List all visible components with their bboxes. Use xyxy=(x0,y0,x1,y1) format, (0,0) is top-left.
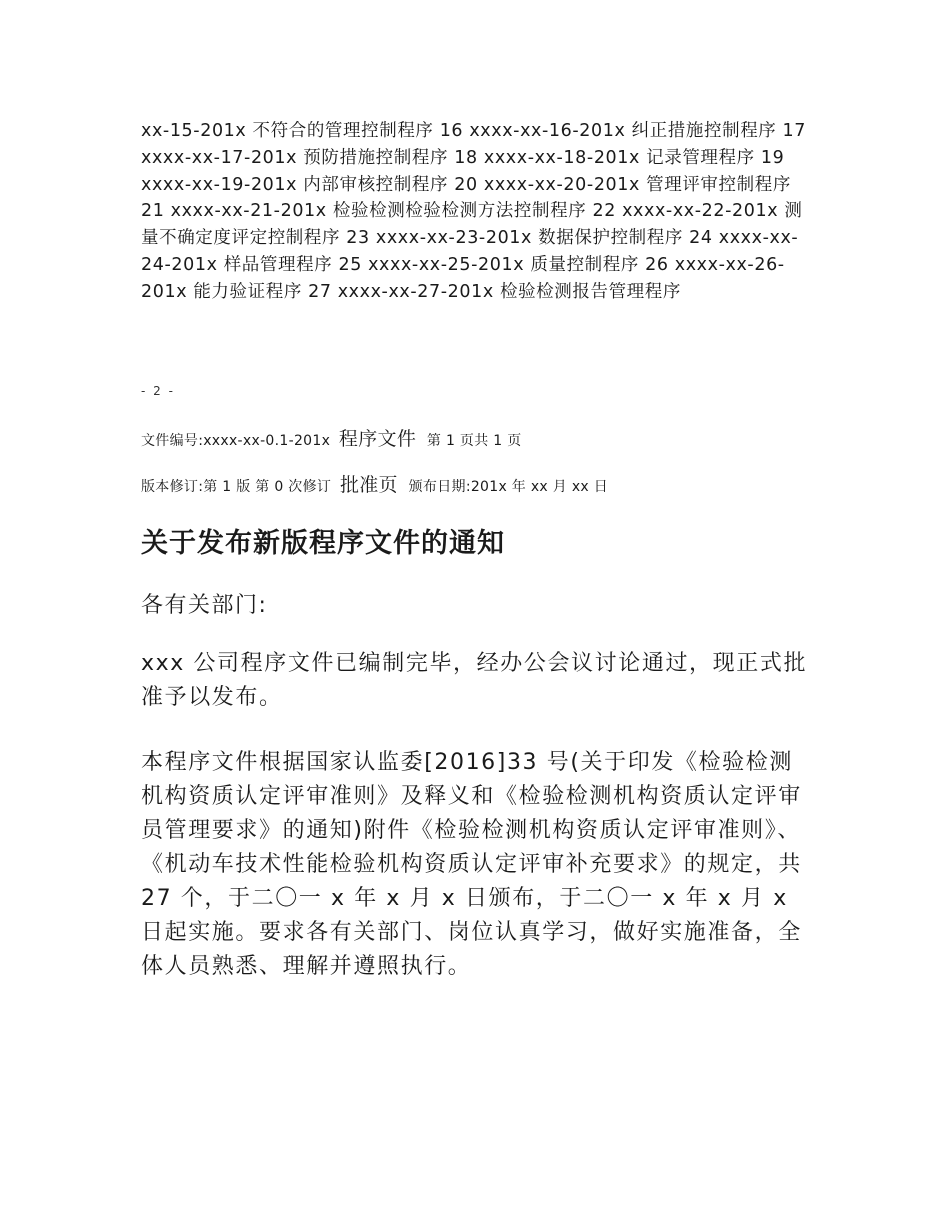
revision-info: 版本修订:第 1 版 第 0 次修订 xyxy=(141,479,332,495)
file-number: 文件编号:xxxx-xx-0.1-201x xyxy=(141,433,331,449)
doc-header-line-1 xyxy=(141,424,522,451)
doc-header-line-2 xyxy=(141,470,608,497)
salutation: 各有关部门: xyxy=(141,593,268,618)
issue-date: 颁布日期:201x 年 xx 月 xx 日 xyxy=(408,479,609,495)
procedure-listing: xx-15-201x 不符合的管理控制程序 16 xxxx-xx-16-201x 纠正措施控制程序 17 xxxx-xx-17-201x 预防措施控制程序 18 xxxx-xx-18-201x 记录管理程序 19 xxxx-xx-19-201x 内部审核控制程序 20 xxxx-xx-20-201x 管理评审控制程序 21 xxxx-xx-21-201x 检验检测检验检测方法控制程序 22 xxxx-xx-22-201x 测量不确定度评定控制程序 23 xxxx-xx-23-201x 数据保护控制程序 24 xxxx-xx-24-201x 样品管理程序 25 xxxx-xx-25-201x 质量控制程序 26 xxxx-xx-26-201x 能力验证程序 27 xxxx-xx-27-201x 检验检测报告管理程序 xyxy=(141,121,807,302)
notice-paragraph-2: 本程序文件根据国家认监委[2016]33 号(关于印发《检验检测机构资质认定评审准则》及释义和《检验检测机构资质认定评审员管理要求》的通知)附件《检验检测机构资质认定评审准则》、《机动车技术性能检验机构资质认定评审补充要求》的规定，共 27 个，于二〇一 x 年 x 月 x 日颁布，于二〇一 x 年 x 月 x 日起实施。要求各有关部门、岗位认真学习，做好实施准备，全体人员熟悉、理解并遵照执行。 xyxy=(141,750,802,979)
page-info: 第 1 页共 1 页 xyxy=(426,433,522,449)
notice-paragraph-1: xxx 公司程序文件已编制完毕，经办公会议讨论通过，现正式批准予以发布。 xyxy=(141,651,808,710)
approval-page-label: 批准页 xyxy=(339,474,398,496)
notice-title: 关于发布新版程序文件的通知 xyxy=(141,528,505,559)
doc-type: 程序文件 xyxy=(338,428,417,450)
page-number: - 2 - xyxy=(141,384,175,398)
